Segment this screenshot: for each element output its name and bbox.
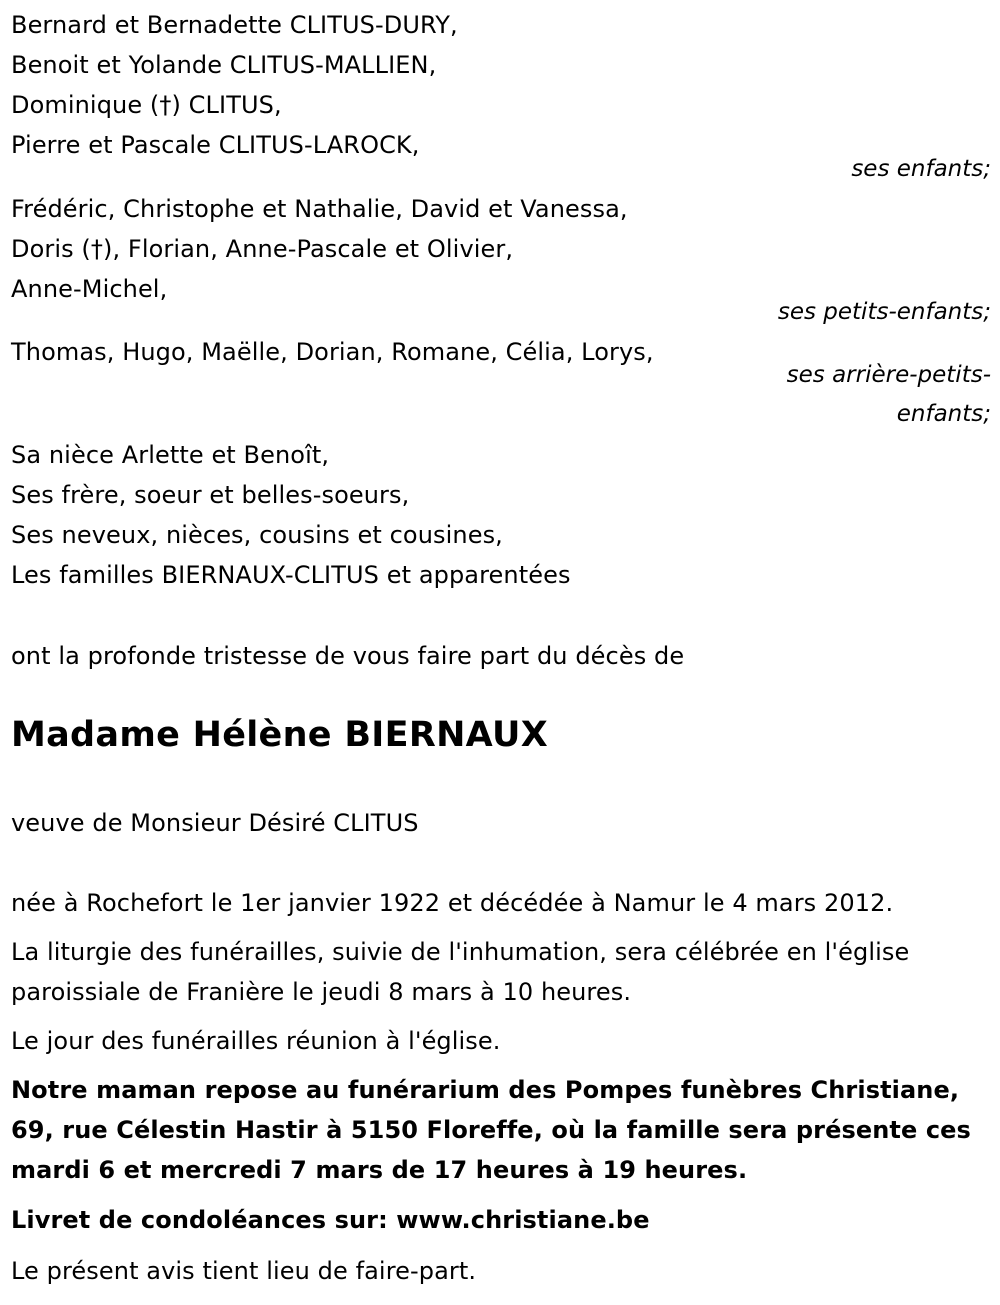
- relatives-line-3: Ses neveux, nièces, cousins et cousines,: [11, 521, 503, 549]
- relatives-line-1: Sa nièce Arlette et Benoît,: [11, 441, 330, 469]
- announcement-text: ont la profonde tristesse de vous faire part du décès de: [11, 642, 685, 670]
- great-grandchildren-label-1: ses arrière-petits-: [786, 362, 991, 388]
- liturgy-line-2: paroissiale de Franière le jeudi 8 mars à 10 heures.: [11, 978, 632, 1006]
- funerarium-line-2: 69, rue Célestin Hastir à 5150 Floreffe, où la famille sera présente ces: [11, 1116, 971, 1144]
- children-line-3: Dominique (†) CLITUS,: [11, 91, 282, 119]
- widow-of-text: veuve de Monsieur Désiré CLITUS: [11, 809, 419, 837]
- liturgy-line-1: La liturgie des funérailles, suivie de l'inhumation, sera célébrée en l'église: [11, 938, 910, 966]
- grandchildren-line-3: Anne-Michel,: [11, 275, 168, 303]
- notice-text: Le présent avis tient lieu de faire-part.: [11, 1257, 477, 1285]
- birth-death-text: née à Rochefort le 1er janvier 1922 et décédée à Namur le 4 mars 2012.: [11, 889, 894, 917]
- grandchildren-line-1: Frédéric, Christophe et Nathalie, David et Vanessa,: [11, 195, 628, 223]
- grandchildren-line-2: Doris (†), Florian, Anne-Pascale et Olivier,: [11, 235, 514, 263]
- relatives-line-2: Ses frère, soeur et belles-soeurs,: [11, 481, 410, 509]
- grandchildren-section: [11, 189, 991, 309]
- funerarium-line-3: mardi 6 et mercredi 7 mars de 17 heures à 19 heures.: [11, 1156, 748, 1184]
- children-label: ses enfants;: [851, 156, 991, 182]
- children-line-2: Benoit et Yolande CLITUS-MALLIEN,: [11, 51, 437, 79]
- meeting-text: Le jour des funérailles réunion à l'église.: [11, 1027, 501, 1055]
- children-section: [11, 5, 991, 165]
- deceased-name: Madame Hélène BIERNAUX: [11, 715, 548, 755]
- children-line-1: Bernard et Bernadette CLITUS-DURY,: [11, 11, 458, 39]
- condolences-text: Livret de condoléances sur: www.christiane.be: [11, 1206, 650, 1234]
- relatives-line-4: Les familles BIERNAUX-CLITUS et apparentées: [11, 561, 571, 589]
- grandchildren-label: ses petits-enfants;: [777, 299, 991, 325]
- funerarium-line-1: Notre maman repose au funérarium des Pompes funèbres Christiane,: [11, 1076, 960, 1104]
- great-grandchildren-label-2: enfants;: [896, 401, 991, 427]
- relatives-section: [11, 435, 991, 595]
- children-line-4: Pierre et Pascale CLITUS-LAROCK,: [11, 131, 420, 159]
- great-grandchildren-line: Thomas, Hugo, Maëlle, Dorian, Romane, Célia, Lorys,: [11, 338, 654, 366]
